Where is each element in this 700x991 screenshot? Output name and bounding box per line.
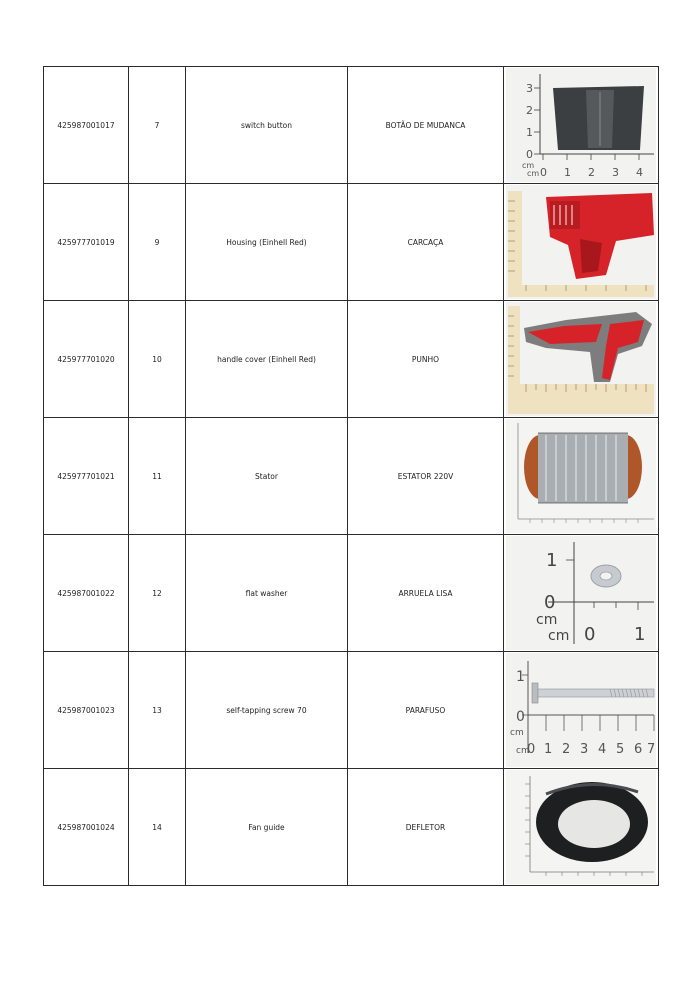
scale-x-label: 0 [540,166,547,179]
part-code: 425987001023 [44,652,129,769]
scale-y-label: 1 [546,550,558,571]
part-photo-cell [504,184,659,301]
scale-y-label: 0 [544,592,556,613]
part-code: 425977701019 [44,184,129,301]
part-code: 425977701020 [44,301,129,418]
description-portuguese: ESTATOR 220V [348,418,504,535]
scale-x-label: 4 [598,742,607,757]
description-portuguese: CARCAÇA [348,184,504,301]
scale-x-label: 3 [612,166,619,179]
description-english: Housing (Einhell Red) [186,184,348,301]
description-english: switch button [186,67,348,184]
part-photo-cell [504,418,659,535]
scale-unit: cm [516,746,530,756]
position-number: 14 [129,769,186,886]
description-english: Fan guide [186,769,348,886]
screw-photo [506,653,656,767]
scale-x-label: 1 [544,742,553,757]
table-row [44,301,659,418]
handle-cover-photo [506,302,656,416]
position-number: 9 [129,184,186,301]
scale-unit: cm [536,612,558,628]
parts-table [43,66,659,886]
table-row [44,535,659,652]
description-portuguese: PUNHO [348,301,504,418]
part-code: 425987001022 [44,535,129,652]
scale-x-label: 2 [562,742,571,757]
part-photo-cell [504,67,659,184]
fan-guide-photo [506,770,656,884]
position-number: 10 [129,301,186,418]
scale-x-label: 2 [588,166,595,179]
table-row [44,418,659,535]
scale-y-label: 2 [526,104,533,117]
description-portuguese: BOTÃO DE MUDANCA [348,67,504,184]
part-photo-cell [504,535,659,652]
scale-y-label: 1 [516,669,525,685]
description-english: handle cover (Einhell Red) [186,301,348,418]
scale-x-label: 5 [616,742,625,757]
scale-x-label: 0 [527,742,536,757]
stator-photo [506,419,656,533]
scale-y-label: 1 [526,126,533,139]
position-number: 12 [129,535,186,652]
scale-x-label: 3 [580,742,589,757]
description-english: Stator [186,418,348,535]
scale-x-label: 1 [564,166,571,179]
description-portuguese: DEFLETOR [348,769,504,886]
housing-photo [506,185,656,299]
scale-x-label: 0 [584,624,596,645]
scale-unit: cm [510,728,524,738]
scale-x-label: 4 [636,166,643,179]
scale-x-label: 7 [647,742,656,757]
description-english: self-tapping screw 70 [186,652,348,769]
scale-x-label: 1 [634,624,646,645]
part-photo-cell [504,301,659,418]
position-number: 7 [129,67,186,184]
description-portuguese: PARAFUSO [348,652,504,769]
table-row [44,184,659,301]
table-row [44,652,659,769]
position-number: 11 [129,418,186,535]
scale-y-label: 3 [526,82,533,95]
part-code: 425977701021 [44,418,129,535]
switch-button-photo [506,68,656,182]
table-row [44,769,659,886]
scale-y-label: 0 [516,709,525,725]
description-portuguese: ARRUELA LISA [348,535,504,652]
part-photo-cell [504,769,659,886]
scale-x-label: 6 [634,742,643,757]
part-code: 425987001024 [44,769,129,886]
scale-unit: cm [522,161,535,170]
part-photo-cell [504,652,659,769]
scale-unit: cm [527,169,540,178]
scale-unit: cm [548,628,570,644]
description-english: flat washer [186,535,348,652]
scale-y-label: 0 [526,148,533,161]
part-code: 425987001017 [44,67,129,184]
table-row [44,67,659,184]
position-number: 13 [129,652,186,769]
flat-washer-photo [506,536,656,650]
